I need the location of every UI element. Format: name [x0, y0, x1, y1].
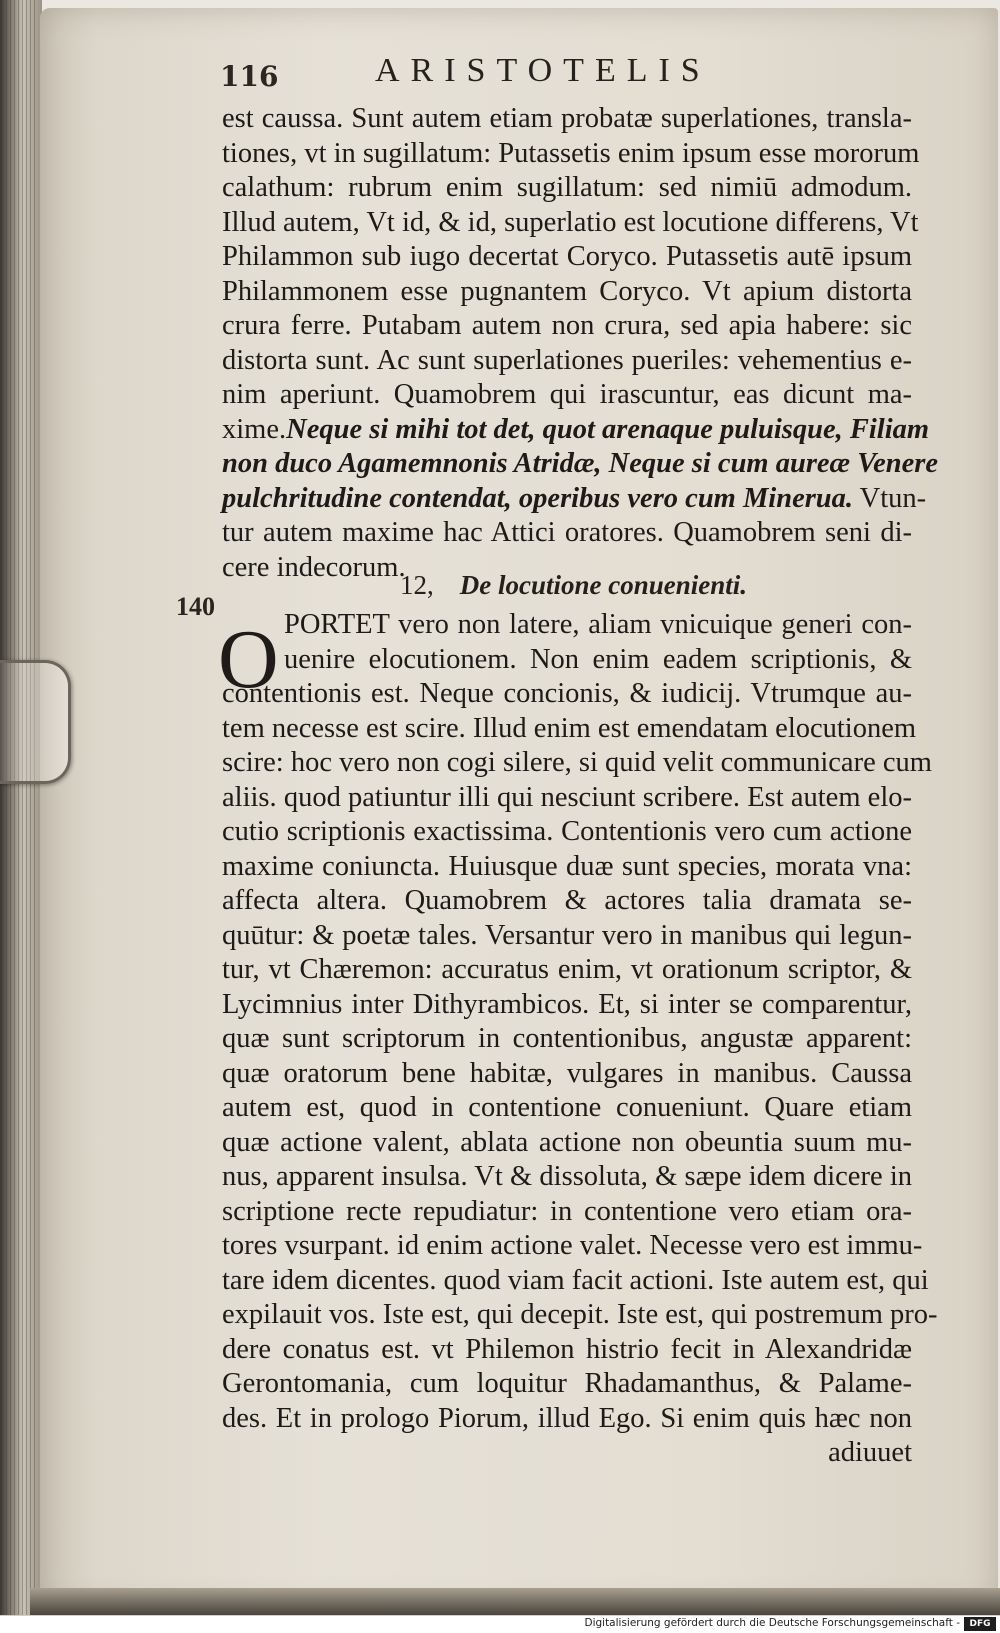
text-line: scriptione recte repudiatur: in contentione vero etiam ora-: [222, 1195, 912, 1227]
section-title: De locutione conuenienti.: [459, 570, 748, 600]
text-line: Philammon sub iugo decertat Coryco. Putassetis autē ipsum: [222, 241, 912, 272]
text-line: quūtur: & poetæ tales. Versantur vero in manibus qui legun-: [222, 919, 912, 951]
text-line: calathum: rubrum enim sugillatum: sed nimiū admodum.: [222, 172, 912, 203]
margin-number: 140: [176, 592, 215, 621]
text-line: quæ oratorum bene habitæ, vulgares in manibus. Caussa: [222, 1057, 912, 1089]
text-line: tur autem maxime hac Attici oratores. Quamobrem seni di-: [222, 517, 912, 548]
drop-cap-initial: O: [218, 613, 279, 706]
roman-text: Vtun-: [859, 482, 927, 514]
text-line: nus, apparent insulsa. Vt & dissoluta, & sæpe idem dicere in: [222, 1161, 912, 1192]
text-line: tiones, vt in sugillatum: Putassetis enim ipsum esse mororum: [222, 137, 920, 169]
text-line: affecta altera. Quamobrem & actores talia dramata se-: [222, 885, 912, 916]
text-line: autem est, quod in contentione conueniunt. Quare etiam: [222, 1092, 912, 1123]
text-line: PORTET vero non latere, aliam vnicuique generi con-: [284, 609, 912, 640]
text-line: expilauit vos. Iste est, qui decepit. Iste est, qui postremum pro-: [222, 1299, 938, 1330]
text-line: [222, 482, 927, 517]
catchword: adiuuet: [828, 1437, 912, 1468]
paragraph-1: [222, 102, 939, 585]
text-line: des. Et in prologo Piorum, illud Ego. Si enim quis hæc non: [222, 1402, 912, 1434]
text-line: Philammonem esse pugnantem Coryco. Vt apium distorta: [222, 275, 912, 307]
text-line: dere conatus est. vt Philemon histrio fecit in Alexandridæ: [222, 1333, 912, 1365]
text-line: Illud autem, Vt id, & id, superlatio est locutione differens, Vt: [222, 206, 919, 238]
text-line: tem necesse est scire. Illud enim est emendatam elocutionem: [222, 712, 917, 744]
digitization-footer: [0, 1615, 1000, 1633]
text-line: scire: hoc vero non cogi silere, si quid velit communicare cum: [222, 747, 932, 778]
book-edge: [0, 0, 42, 1615]
text-line: Gerontomania, cum loquitur Rhadamanthus, & Palame-: [222, 1368, 912, 1399]
page-header: [220, 52, 920, 92]
text-line: aliis. quod patiuntur illi qui nesciunt scribere. Est autem elo-: [222, 781, 912, 813]
text-line: tores vsurpant. id enim actione valet. Necesse vero est immu-: [222, 1230, 923, 1261]
page-number: 116: [220, 60, 279, 93]
section-number: 12,: [400, 570, 434, 600]
text-line: tur, vt Chæremon: accuratus enim, vt orationum scriptor, &: [222, 954, 912, 985]
text-line: crura ferre. Putabam autem non crura, sed apia habere: sic: [222, 310, 912, 341]
text-line: tare idem dicentes. quod viam facit actioni. Iste autem est, qui: [222, 1264, 929, 1296]
text-line: Lycimnius inter Dithyrambicos. Et, si inter se comparentur,: [222, 988, 912, 1020]
roman-text: xime.: [222, 413, 287, 445]
section-heading: [400, 570, 800, 601]
quotation-text: Neque si mihi tot det, quot arenaque puluisque, Filiam: [286, 413, 930, 445]
text-line: cutio scriptionis exactissima. Contentionis vero cum actione: [222, 816, 912, 847]
text-line: quæ actione valent, ablata actione non obeuntia suum mu-: [222, 1126, 912, 1158]
page-clip: [0, 660, 71, 784]
text-line: quæ sunt scriptorum in contentionibus, angustæ apparent:: [222, 1023, 912, 1054]
paragraph-2: [222, 608, 938, 1471]
dfg-logo: DFG: [964, 1617, 996, 1631]
text-line: nim aperiunt. Quamobrem qui irascuntur, eas dicunt ma-: [222, 379, 912, 410]
running-title: ARISTOTELIS: [375, 52, 711, 89]
footer-credit: Digitalisierung gefördert durch die Deutsche Forschungsgemeinschaft -: [584, 1617, 960, 1629]
text-line: cere indecorum.: [222, 551, 406, 583]
text-line: contentionis est. Neque concionis, & iudicij. Vtrumque au-: [222, 678, 912, 709]
page-bottom-edge: [30, 1588, 1000, 1615]
page-stack: [6, 0, 36, 1615]
text-line: est caussa. Sunt autem etiam probatæ superlationes, transla-: [222, 103, 912, 134]
text-line: distorta sunt. Ac sunt superlationes pueriles: vehementius e-: [222, 344, 912, 376]
text-line: maxime coniuncta. Huiusque duæ sunt species, morata vna:: [222, 850, 912, 882]
text-line: [222, 413, 930, 448]
quotation-line: non duco Agamemnonis Atridæ, Neque si cum aureæ Venere: [222, 448, 939, 479]
quotation-text: pulchritudine contendat, operibus vero cum Minerua.: [222, 482, 854, 514]
text-line: uenire elocutionem. Non enim eadem scriptionis, &: [284, 643, 912, 675]
